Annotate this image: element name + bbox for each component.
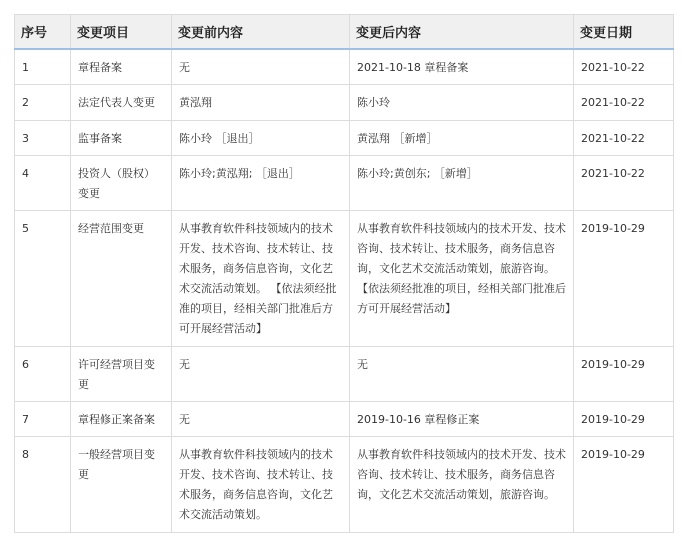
cell-date: 2021-10-22 [574, 49, 674, 85]
cell-date: 2019-10-29 [574, 211, 674, 347]
cell-date: 2019-10-29 [574, 437, 674, 533]
header-no: 序号 [15, 15, 71, 50]
cell-item: 章程修正案备案 [71, 402, 172, 437]
change-records-table [14, 14, 674, 533]
cell-date: 2021-10-22 [574, 156, 674, 211]
cell-after: 黄泓翔 ［新增］ [350, 121, 574, 156]
cell-before: 从事教育软件科技领域内的技术开发、技术咨询、技术转让、技术服务，商务信息咨询，文化艺术交流活动策划。 [172, 437, 350, 533]
cell-after: 2021-10-18 章程备案 [350, 49, 574, 85]
cell-no: 5 [15, 211, 71, 347]
table-row [15, 211, 674, 347]
cell-item: 许可经营项目变更 [71, 347, 172, 402]
cell-after: 无 [350, 347, 574, 402]
table-row [15, 437, 674, 533]
cell-before: 无 [172, 49, 350, 85]
cell-date: 2019-10-29 [574, 347, 674, 402]
cell-after: 陈小玲;黄创东; ［新增］ [350, 156, 574, 211]
cell-no: 4 [15, 156, 71, 211]
cell-no: 1 [15, 49, 71, 85]
cell-before: 陈小玲 ［退出］ [172, 121, 350, 156]
table-row [15, 402, 674, 437]
cell-date: 2021-10-22 [574, 85, 674, 121]
cell-before: 无 [172, 347, 350, 402]
cell-after: 从事教育软件科技领域内的技术开发、技术咨询、技术转让、技术服务，商务信息咨询，文化艺术交流活动策划，旅游咨询。 [350, 437, 574, 533]
header-item: 变更项目 [71, 15, 172, 50]
cell-date: 2021-10-22 [574, 121, 674, 156]
cell-item: 投资人（股权）变更 [71, 156, 172, 211]
table-header-row [15, 15, 674, 50]
cell-no: 2 [15, 85, 71, 121]
cell-no: 8 [15, 437, 71, 533]
header-date: 变更日期 [574, 15, 674, 50]
cell-item: 章程备案 [71, 49, 172, 85]
cell-item: 经营范围变更 [71, 211, 172, 347]
cell-before: 陈小玲;黄泓翔; ［退出］ [172, 156, 350, 211]
cell-after: 从事教育软件科技领域内的技术开发、技术咨询、技术转让、技术服务，商务信息咨询，文化艺术交流活动策划，旅游咨询。 【依法须经批准的项目，经相关部门批准后方可开展经营活动】 [350, 211, 574, 347]
table-row [15, 156, 674, 211]
cell-date: 2019-10-29 [574, 402, 674, 437]
cell-item: 一般经营项目变更 [71, 437, 172, 533]
cell-before: 无 [172, 402, 350, 437]
cell-before: 黄泓翔 [172, 85, 350, 121]
table-row [15, 85, 674, 121]
change-records [14, 14, 673, 533]
table-row [15, 49, 674, 85]
cell-after: 2019-10-16 章程修正案 [350, 402, 574, 437]
cell-after: 陈小玲 [350, 85, 574, 121]
cell-no: 7 [15, 402, 71, 437]
cell-no: 3 [15, 121, 71, 156]
cell-no: 6 [15, 347, 71, 402]
cell-before: 从事教育软件科技领域内的技术开发、技术咨询、技术转让、技术服务，商务信息咨询，文化艺术交流活动策划。 【依法须经批准的项目，经相关部门批准后方可开展经营活动】 [172, 211, 350, 347]
cell-item: 监事备案 [71, 121, 172, 156]
header-before: 变更前内容 [172, 15, 350, 50]
cell-item: 法定代表人变更 [71, 85, 172, 121]
table-row [15, 347, 674, 402]
header-after: 变更后内容 [350, 15, 574, 50]
table-row [15, 121, 674, 156]
